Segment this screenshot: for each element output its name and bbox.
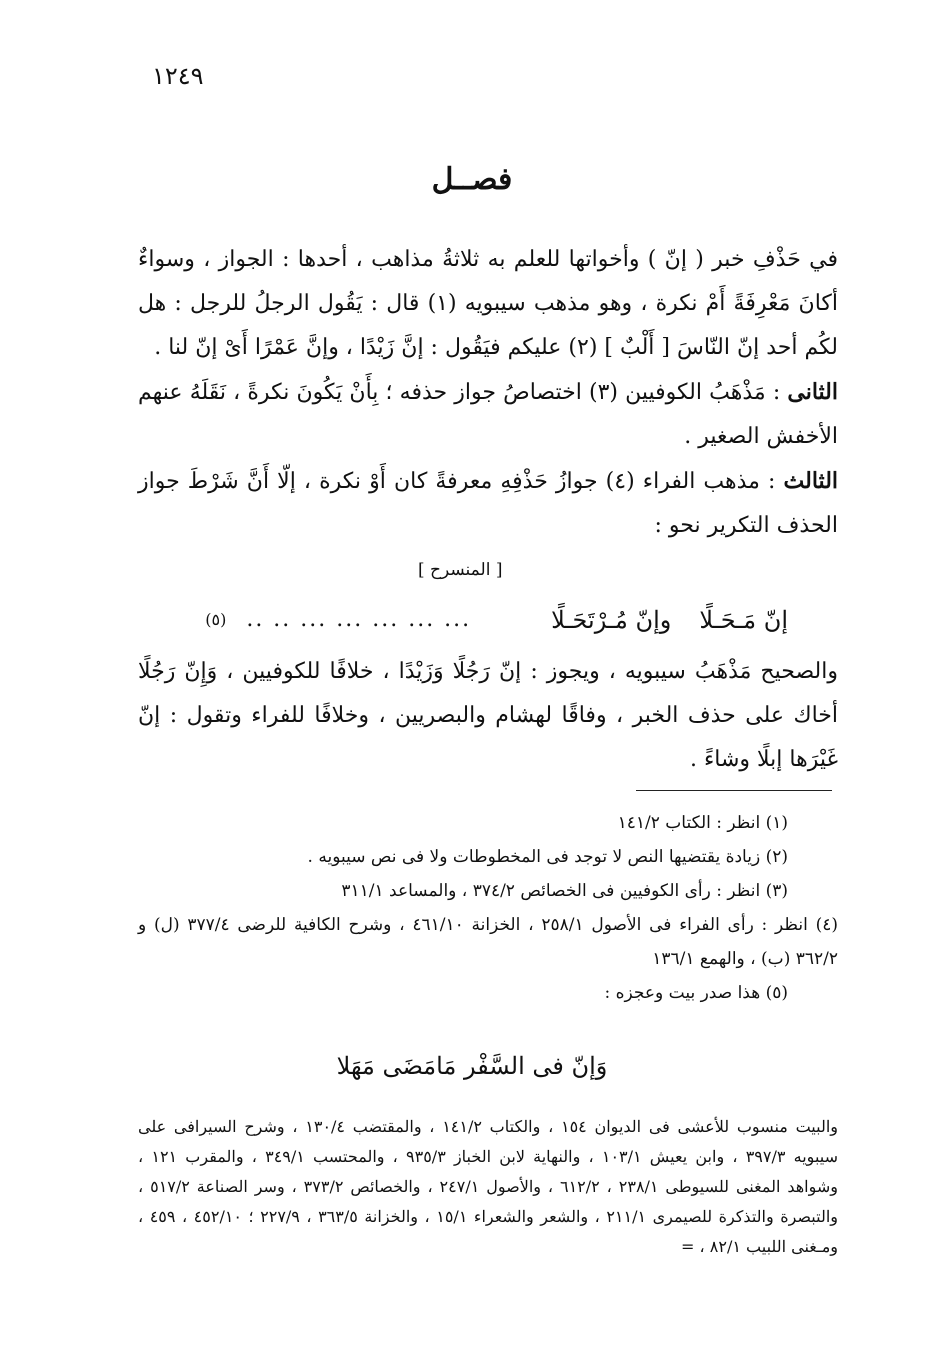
footnote-1: (١) انظر : الكتاب ١٤١/٢	[617, 813, 788, 833]
verse-first-half: إنّ مَـحَـلًا	[699, 606, 788, 634]
third-opinion-heading: الثالث	[783, 468, 839, 494]
attribution-note: والبيت منسوب للأعشى فى الديوان ١٥٤ ، والكتاب ١٤١/٢ ، والمقتضب ١٣٠/٤ ، وشرح السيرافى على سيبويه ٣٩٧/٣ ، وابن يعيش ١٠٣/١ ، والنهاية لابن الخباز ٩٣٥/٣ ، والمحتسب ٣٤٩/١ ، والمقرب ١٢١ ، وشواهد المغنى للسيوطى ٢٣٨/١ ، ٦١٢/٢ ، والأصول ٢٤٧/١ ، والخصائص ٣٧٣/٢ ، وسر الصناعة ٥١٧/٢ ، والتبصرة والتذكرة للصيمرى ٢١١/١ ، والشعر والشعراء ١٥/١ ، والخزانة ٣٦٣/٥ ، ٢٢٧/٩ ؛ ٤٥٢/١٠ ، ٤٥٩ ، ومـغنى اللبيب ٨٢/١ ، =	[138, 1117, 839, 1256]
verse-footnote-mark: (٥)	[205, 610, 227, 629]
footnote-5: (٥) هذا صدر بيت وعجزه :	[604, 983, 788, 1003]
second-opinion-heading: الثانى	[787, 379, 838, 405]
third-opinion-text: : مذهب الفراء (٤) جوازُ حَذْفِهِ معرفةً كان أَوْ نكرة ، إلّا أَنَّ شَرْطَ جواز الحذف التكرير نحو :	[138, 469, 838, 538]
section-title: فصــل	[431, 162, 513, 197]
paragraph-first-opinion: في حَذْفِ خبر ( إنّ ) وأخواتها للعلم به ثلاثةُ مذاهب ، أحدها : الجواز ، وسواءٌ أكانَ مَعْرِفَةً أَمْ نكرة ، وهو مذهب سيبويه (١) قال : يَقُول الرجلُ للرجل : هل لكُم أحد إنّ النّاسَ [ أَلْبٌ ] (٢) عليكم فيَقُول : إنَّ زَيْدًا ، وإنَّ عَمْرًا أَىْ إنّ لنا .	[138, 247, 839, 360]
verse-second-half: وإنّ مُـرْتَحَـلًا	[551, 606, 672, 634]
footnotes	[138, 806, 838, 1010]
meter-row	[138, 548, 838, 592]
paragraph-third-opinion	[138, 459, 838, 548]
quoted-verse: وَإنّ فى السَّفْر مَامَضَى مَهَلا	[336, 1052, 608, 1080]
main-text	[138, 238, 838, 782]
footnote-5-continuation	[138, 1112, 838, 1262]
footnote-3: (٣) انظر : رأى الكوفيين فى الخصائص ٣٧٤/٢ ، والمساعد ٣١١/١	[341, 881, 788, 901]
footnote-2: (٢) زيادة يقتضيها النص لا توجد فى المخطوطات ولا فى نص سيبويه .	[307, 847, 788, 867]
verse-ellipsis: ... ... ... ... ... .. ..	[246, 607, 472, 632]
second-opinion-text: : مَذْهَبُ الكوفيين (٣) اختصاصُ جواز حذفه ؛ بِأَنْ يَكُونَ نكرةً ، نَقَلَهُ عنهم الأخفش الصغير .	[138, 380, 838, 449]
verse-line	[138, 598, 838, 642]
footnote-4: (٤) انظر : رأى الفراء فى الأصول ٢٥٨/١ ، الخزانة ٤٦١/١٠ ، وشرح الكافية للرضى ٣٧٧/٤ (ل) و ٣٦٢/٢ (ب) ، والهمع ١٣٦/١	[138, 915, 838, 969]
paragraph-conclusion: والصحيح مَذْهَبُ سيبويه ، ويجوز : إنّ رَجُلًا وَزَيْدًا ، خلافًا للكوفيين ، وَإِنّ رَجُلًا أخاك على حذف الخبر ، وفاقًا لهشام والبصريين ، وخلافًا للفراء وتقول : إنّ غَيْرَها إبلًا وشاءً .	[138, 659, 838, 772]
paragraph-second-opinion	[138, 370, 838, 459]
page-number: ١٢٤٩	[152, 62, 204, 90]
footnote-divider	[636, 790, 832, 791]
meter-label: [ المنسرح ]	[418, 560, 503, 580]
